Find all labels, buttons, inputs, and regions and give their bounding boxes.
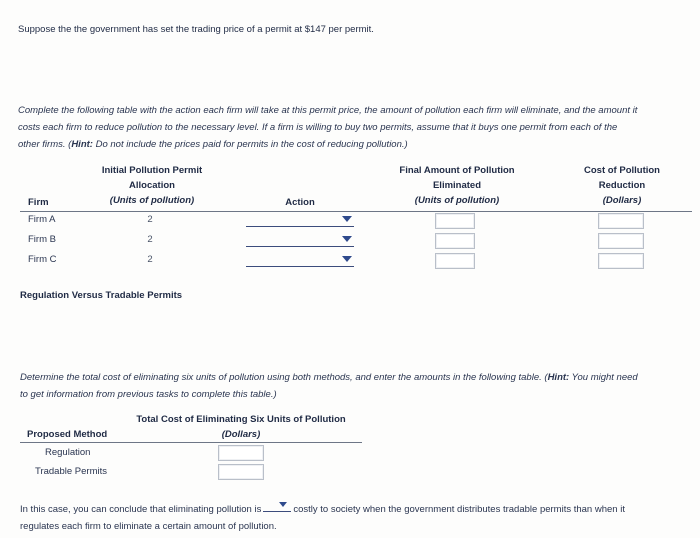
firm-b-label: Firm B	[28, 234, 56, 245]
instructions-line-3-pre: other firms. (	[18, 139, 72, 150]
conclusion-pre: In this case, you can conclude that eliminating pollution is	[20, 504, 262, 515]
hint-label: Hint:	[71, 139, 93, 150]
section-title-regulation: Regulation Versus Tradable Permits	[20, 290, 183, 301]
cost-units: (Dollars)	[602, 195, 642, 206]
instructions-line-1: Complete the following table with the action each firm will take at this permit price, the amount of pollution each firm will eliminate, and the amount it	[18, 105, 638, 116]
conclusion	[20, 500, 698, 535]
determine-line-1-post: You might need	[569, 372, 638, 383]
final-amount-header	[383, 163, 531, 208]
final-header-line-1: Final Amount of Pollution	[399, 165, 515, 176]
allocation-units: (Units of pollution)	[109, 195, 195, 206]
allocation-header-line-2: Allocation	[129, 180, 175, 191]
table1-header-rule	[20, 211, 692, 212]
conclusion-line-2: regulates each firm to eliminate a certain amount of pollution.	[20, 521, 277, 532]
firm-a-cost-input[interactable]	[598, 213, 644, 229]
hint-label-2: Hint:	[547, 372, 570, 383]
final-header-line-2: Eliminated	[432, 180, 482, 191]
determine-line-1-pre: Determine the total cost of eliminating six units of pollution using both methods, and enter the amounts in the following table. (	[20, 372, 548, 383]
table2-header-rule	[20, 442, 362, 443]
firm-b-action-dropdown[interactable]	[246, 232, 354, 247]
final-units: (Units of pollution)	[414, 195, 500, 206]
chevron-down-icon	[279, 502, 287, 507]
cost-header-line-2: Reduction	[598, 180, 646, 191]
firm-a-allocation: 2	[147, 214, 153, 225]
determine-line-1	[20, 369, 698, 386]
total-cost-units: (Dollars)	[221, 429, 261, 440]
chevron-down-icon	[342, 256, 352, 262]
firm-c-label: Firm C	[28, 254, 57, 265]
total-cost-header-line-1: Total Cost of Eliminating Six Units of Pollution	[136, 414, 346, 425]
conclusion-dropdown[interactable]	[263, 500, 291, 512]
firm-header: Firm	[28, 197, 49, 208]
determine-instructions	[20, 369, 698, 403]
allocation-header	[78, 163, 226, 208]
allocation-header-line-1: Initial Pollution Permit	[101, 165, 203, 176]
intro-text: Suppose the the government has set the trading price of a permit at $147 per permit.	[18, 24, 374, 35]
conclusion-post: costly to society when the government distributes tradable permits than when it	[293, 504, 625, 515]
regulation-label: Regulation	[45, 447, 91, 458]
firm-a-action-dropdown[interactable]	[246, 212, 354, 227]
regulation-total-cost-input[interactable]	[218, 445, 264, 461]
cost-header-line-1: Cost of Pollution	[584, 165, 660, 176]
firm-b-cost-input[interactable]	[598, 233, 644, 249]
firm-c-final-input[interactable]	[435, 253, 475, 269]
conclusion-line-1	[20, 500, 698, 518]
firm-b-final-input[interactable]	[435, 233, 475, 249]
instructions-line-3-post: Do not include the prices paid for permits in the cost of reducing pollution.)	[92, 139, 408, 150]
proposed-method-header: Proposed Method	[27, 429, 108, 440]
instructions-line-3	[18, 136, 698, 153]
firm-c-action-dropdown[interactable]	[246, 252, 354, 267]
action-header: Action	[285, 197, 315, 208]
determine-line-2: to get information from previous tasks to complete this table.)	[20, 389, 277, 400]
cost-header	[568, 163, 676, 208]
chevron-down-icon	[342, 236, 352, 242]
firm-c-allocation: 2	[147, 254, 153, 265]
firm-b-allocation: 2	[147, 234, 153, 245]
instructions-line-2: costs each firm to reduce pollution to the necessary level. If a firm is willing to buy two permits, assume that it buys one permit from each of the	[18, 122, 618, 133]
tradable-permits-label: Tradable Permits	[35, 466, 107, 477]
total-cost-header	[118, 412, 364, 442]
firm-c-cost-input[interactable]	[598, 253, 644, 269]
chevron-down-icon	[342, 216, 352, 222]
firm-a-final-input[interactable]	[435, 213, 475, 229]
instructions	[18, 102, 698, 153]
tradable-permits-total-cost-input[interactable]	[218, 464, 264, 480]
firm-a-label: Firm A	[28, 214, 56, 225]
